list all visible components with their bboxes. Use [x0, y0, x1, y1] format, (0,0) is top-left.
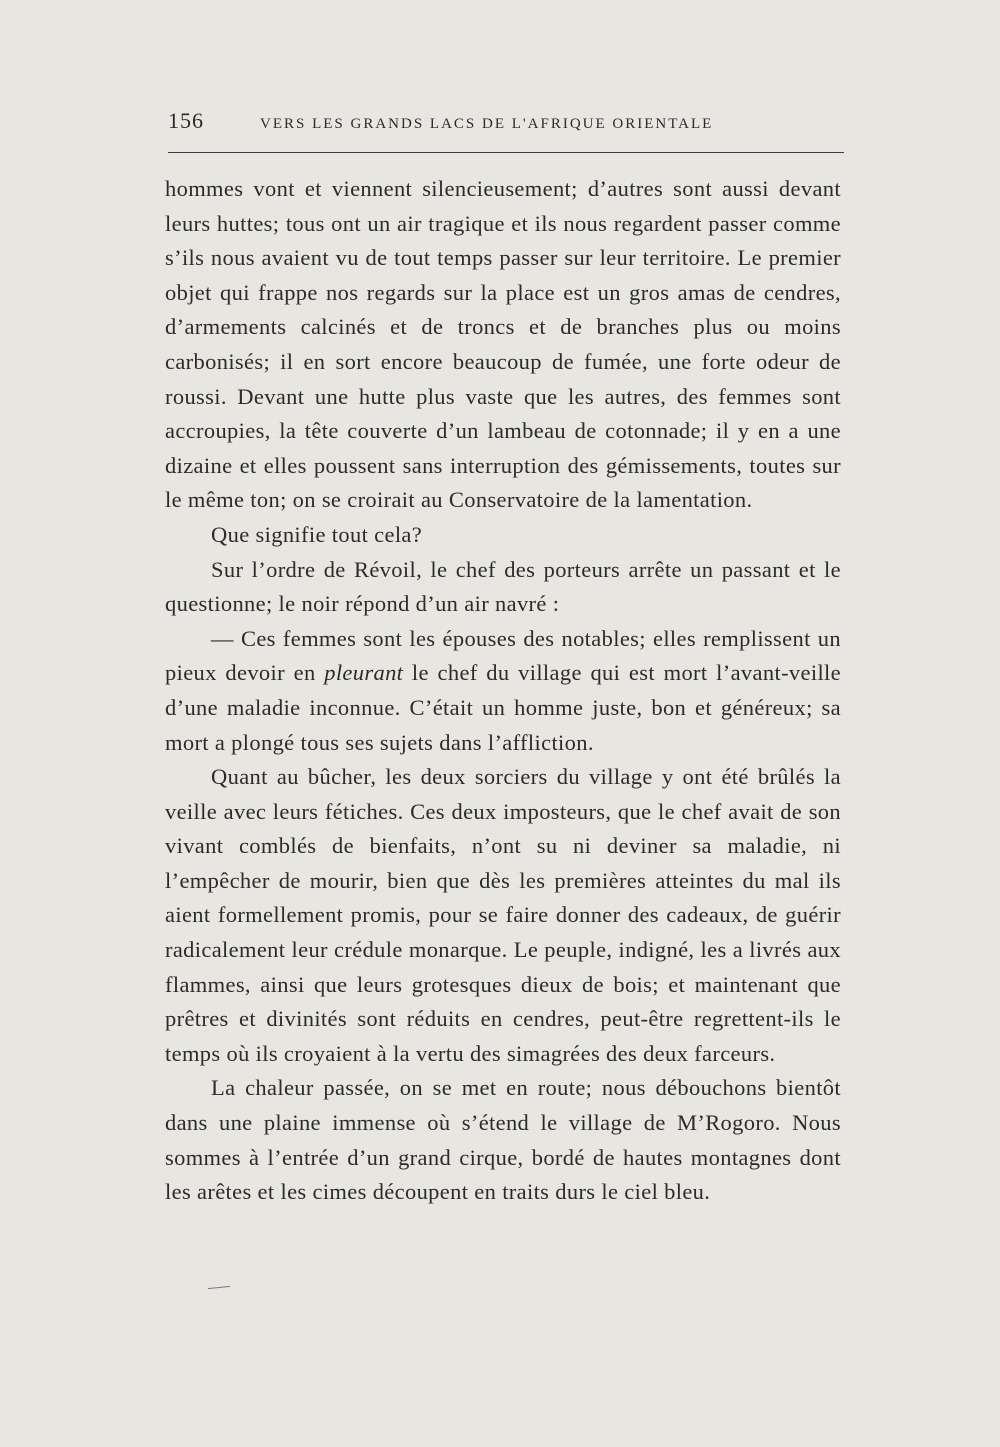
running-title: VERS LES GRANDS LACS DE L'AFRIQUE ORIENTALE — [260, 116, 714, 132]
page-number: 156 — [168, 108, 204, 133]
paragraph-4 — [165, 622, 841, 760]
paragraph-5: Quant au bûcher, les deux sorciers du village y ont été brûlés la veille avec leurs fétiches. Ces deux imposteurs, que le chef avait de son vivant comblés de bienfaits, n’ont su ni deviner sa maladie, ni l’empêcher de mourir, bien que dès les premières atteintes du mal ils aient formellement promis, pour se faire donner des cadeaux, de guérir radicalement leur crédule monarque. Le peuple, indigné, les a livrés aux flammes, ainsi que leurs grotesques dieux de bois; et maintenant que prêtres et divinités sont réduits en cendres, peut-être regrettent-ils le temps où ils croyaient à la vertu des simagrées des deux farceurs. — [165, 764, 841, 1066]
paragraph-6: La chaleur passée, on se met en route; nous débouchons bientôt dans une plaine immense où s’étend le village de M’Rogoro. Nous sommes à l’entrée d’un grand cirque, bordé de hautes montagnes dont les arêtes et les cimes découpent en traits durs le ciel bleu. — [165, 1075, 841, 1205]
paragraph-4-end: le chef du village qui est mort l’avant-veille d’une maladie inconnue. C’était un homme juste, bon et généreux; sa mort a plongé tous ses sujets dans l’affliction. — [165, 660, 841, 755]
paragraph-1: hommes vont et viennent silencieusement; d’autres sont aussi devant leurs huttes; tous ont un air tragique et ils nous regardent passer comme s’ils nous avaient vu de tout temps passer sur leur territoire. Le premier objet qui frappe nos regards sur la place est un gros amas de cendres, d’armements calcinés et de troncs et de branches plus ou moins carbonisés; il en sort encore beaucoup de fumée, une forte odeur de roussi. Devant une hutte plus vaste que les autres, des femmes sont accroupies, la tête couverte d’un lambeau de cotonnade; il y en a une dizaine et elles poussent sans interruption des gémissements, toutes sur le même ton; on se croirait au Conservatoire de la lamentation. — [165, 176, 841, 513]
paragraph-2: Que signifie tout cela? — [211, 521, 423, 547]
body-text — [165, 172, 841, 1210]
italic-word: pleurant — [324, 660, 404, 686]
page-header — [168, 108, 844, 134]
paragraph-4-start: — Ces femmes sont les épouses des notables; elles remplissent un pieux devoir en — [165, 625, 841, 686]
header-rule — [168, 152, 844, 153]
paragraph-3: Sur l’ordre de Révoil, le chef des porteurs arrête un passant et le questionne; le noir répond d’un air navré : — [165, 556, 841, 617]
printer-mark — [208, 1286, 230, 1289]
